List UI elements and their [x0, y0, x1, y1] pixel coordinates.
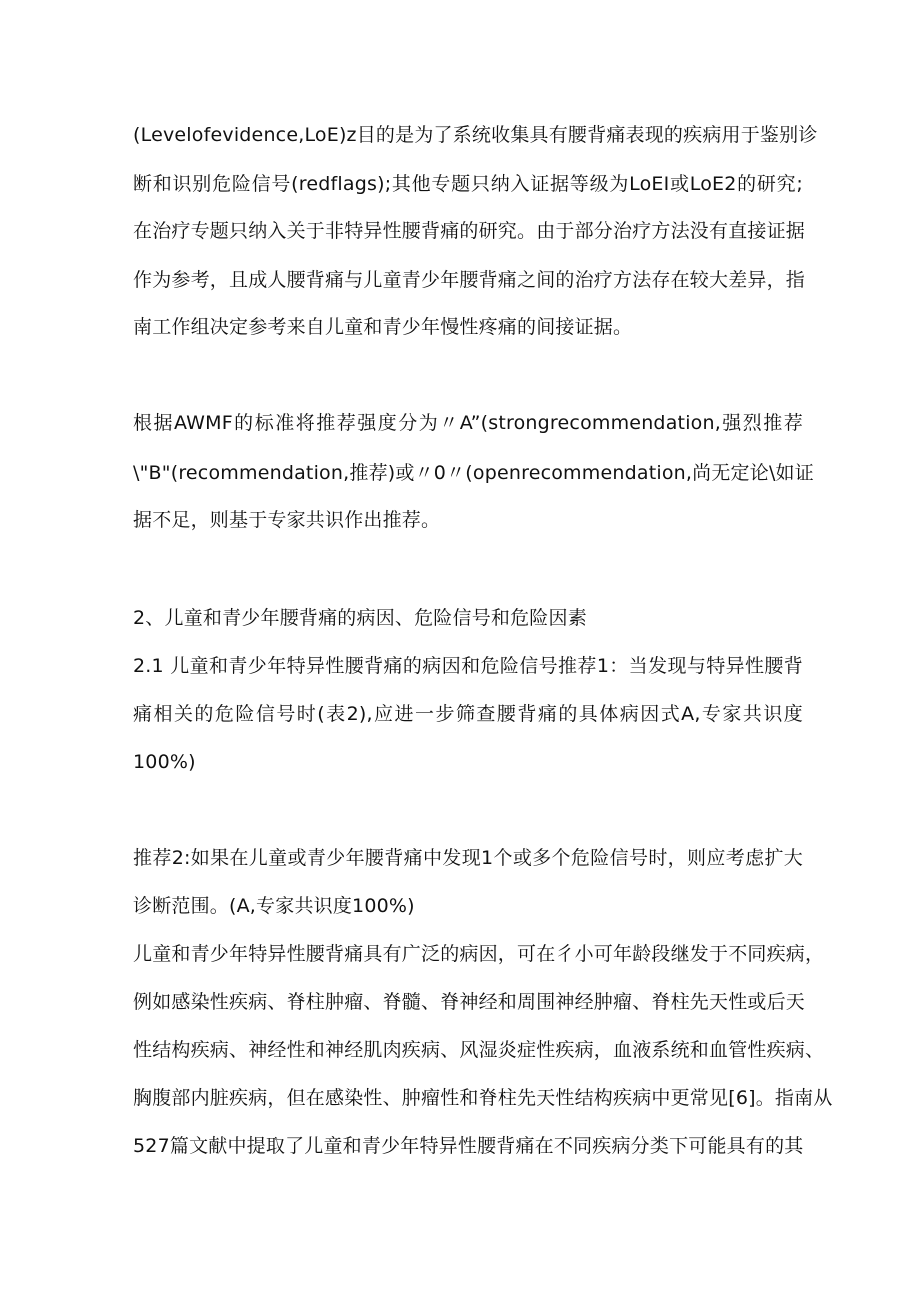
text-line: 痛相关的危险信号时(表2),应进一步筛查腰背痛的具体病因式A,专家共识度 [133, 703, 803, 725]
text-line: 100%) [133, 751, 196, 773]
text-line: 性结构疾病、神经性和神经肌肉疾病、风湿炎症性疾病，血液系统和血管性疾病、 [133, 1039, 825, 1061]
text-line: 儿童和青少年特异性腰背痛具有广泛的病因，可在彳小可年龄段继发于不同疾病， [133, 943, 825, 965]
text-line: 527篇文献中提取了儿童和青少年特异性腰背痛在不同疾病分类下可能具有的其 [133, 1135, 804, 1157]
text-line: 据不足，则基于专家共识作出推荐。 [133, 509, 441, 531]
text-line: 例如感染性疾病、脊柱肿瘤、脊髓、脊神经和周围神经肿瘤、脊柱先天性或后天 [133, 991, 806, 1013]
text-line: 根据AWMF的标准将推荐强度分为〃A”(strongrecommendation,强烈推荐 [133, 412, 803, 434]
text-line: 南工作组决定参考来自儿童和青少年慢性疼痛的间接证据。 [133, 316, 633, 338]
section-heading: 2、儿童和青少年腰背痛的病因、危险信号和危险因素 [133, 607, 587, 629]
text-line: 推荐2:如果在儿童或青少年腰背痛中发现1个或多个危险信号时，则应考虑扩大 [133, 847, 803, 869]
text-line: \"B"(recommendation,推荐)或〃0〃(openrecommendation,尚无定论\如证 [133, 462, 814, 484]
text-line: 在治疗专题只纳入关于非特异性腰背痛的研究。由于部分治疗方法没有直接证据 [133, 220, 806, 242]
text-line: 诊断范围。(A,专家共识度100%) [133, 895, 415, 917]
text-line: 胸腹部内脏疾病，但在感染性、肿瘤性和脊柱先天性结构疾病中更常见[6]。指南从 [133, 1087, 833, 1109]
text-line: 断和识别危险信号(redflags);其他专题只纳入证据等级为LoEI或LoE2的研究; [133, 173, 803, 195]
text-line: (Levelofevidence,LoE)z目的是为了系统收集具有腰背痛表现的疾病用于鉴别诊 [133, 124, 818, 146]
text-line: 作为参考，且成人腰背痛与儿童青少年腰背痛之间的治疗方法存在较大差异，指 [133, 269, 806, 291]
text-line: 2.1 儿童和青少年特异性腰背痛的病因和危险信号推荐1：当发现与特异性腰背 [133, 655, 803, 677]
